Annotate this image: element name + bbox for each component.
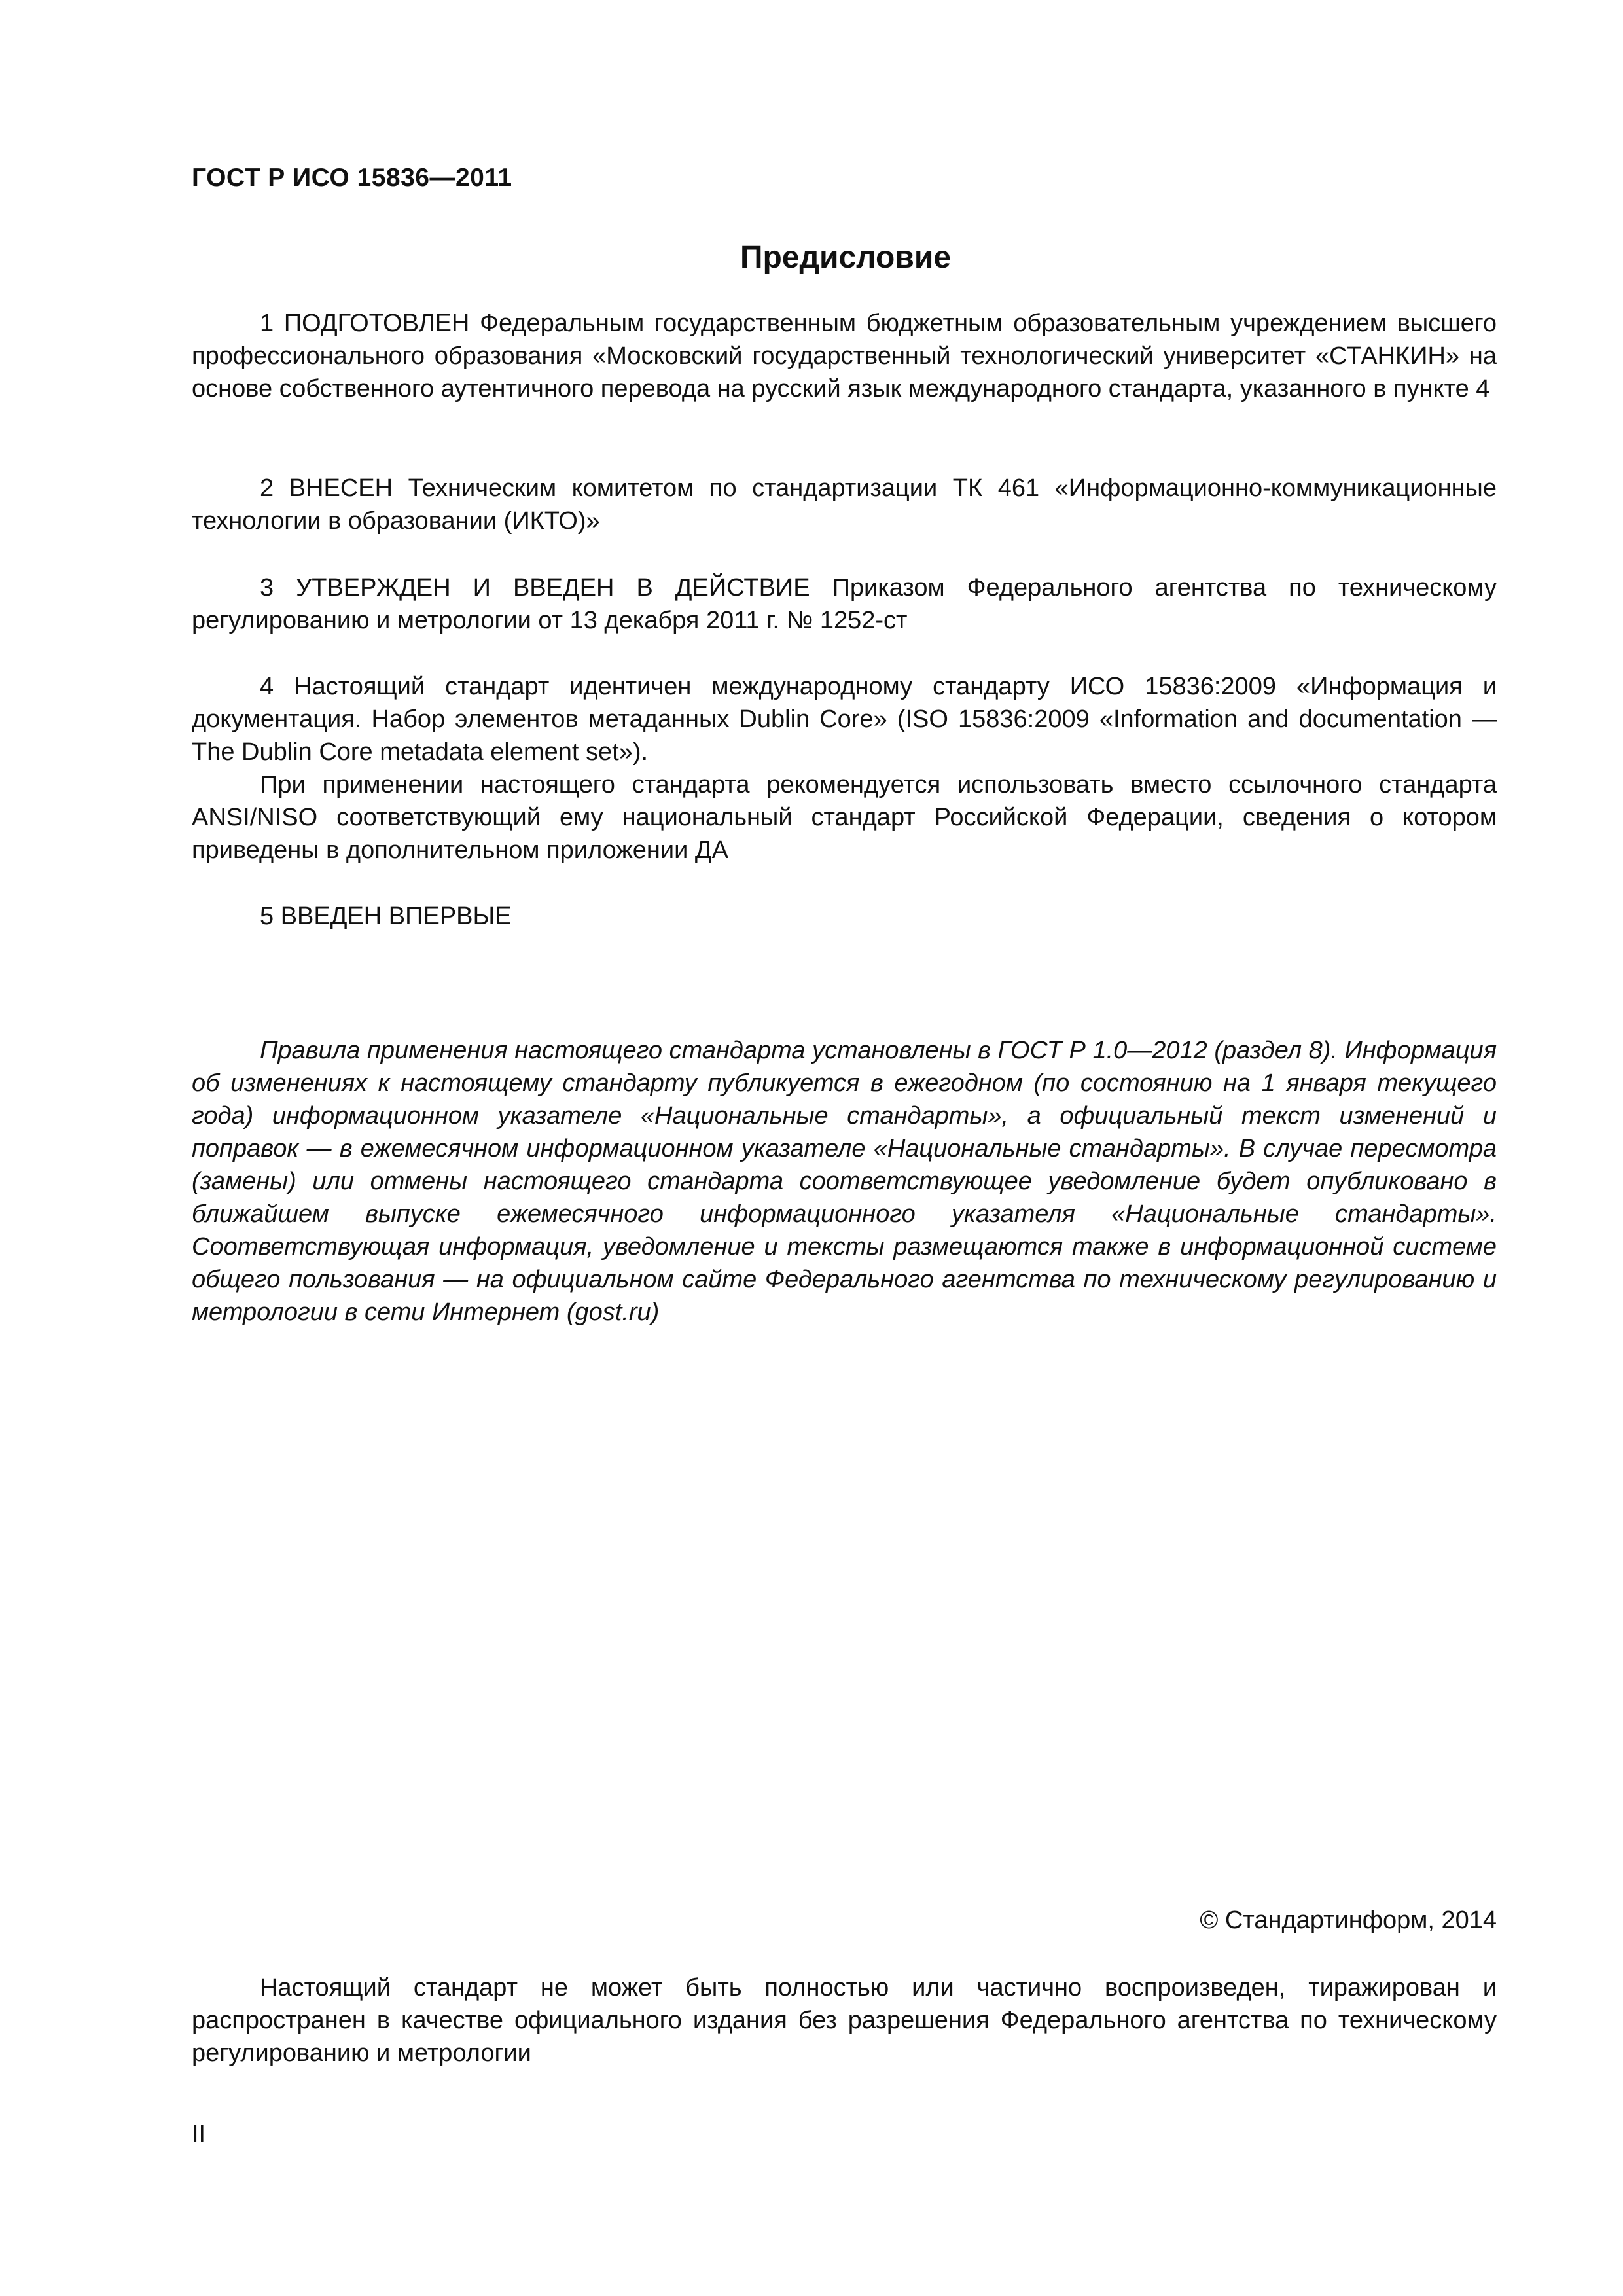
- application-rules-note: [192, 1034, 1497, 1329]
- section-3-text: 3 УТВЕРЖДЕН И ВВЕДЕН В ДЕЙСТВИЕ Приказом Федерального агентства по техническому регулированию и метрологии от 13 декабря 2011 г. № 1252-ст: [192, 574, 1497, 634]
- reproduction-notice-text: Настоящий стандарт не может быть полностью или частично воспроизведен, тиражирован и распространен в качестве официального издания без разрешения Федерального агентства по техническому регулированию и метрологии: [192, 1974, 1497, 2067]
- section-3: [192, 571, 1497, 637]
- section-2-text: 2 ВНЕСЕН Техническим комитетом по стандартизации ТК 461 «Информационно-коммуникационные технологии в образовании (ИКТО)»: [192, 475, 1497, 535]
- section-2: [192, 472, 1497, 537]
- section-4-text: 4 Настоящий стандарт идентичен международному стандарту ИСО 15836:2009 «Информация и документация. Набор элементов метаданных Dublin Core» (ISO 15836:2009 «Information and documentation — The Dublin Core metadata element set»).: [192, 673, 1497, 766]
- section-5: [192, 900, 1497, 933]
- copyright-line: © Стандартинформ, 2014: [1200, 1907, 1497, 1934]
- section-1: [192, 307, 1497, 405]
- page-number: II: [192, 2121, 206, 2148]
- section-4: [192, 670, 1497, 867]
- section-1-text: 1 ПОДГОТОВЛЕН Федеральным государственным бюджетным образовательным учреждением высшего профессионального образования «Московский государственный технологический университет «СТАНКИН» на основе собственного аутентичного перевода на русский язык международного стандарта, указанного в пункте 4: [192, 310, 1497, 403]
- document-code: ГОСТ Р ИСО 15836—2011: [192, 164, 512, 192]
- section-4-paragraph-2: При применении настоящего стандарта рекомендуется использовать вместо ссылочного стандарта ANSI/NISO соответствующий ему национальный стандарт Российской Федерации, сведения о котором приведены в дополнительном приложении ДА: [192, 771, 1497, 864]
- section-5-text: 5 ВВЕДЕН ВПЕРВЫЕ: [260, 903, 512, 930]
- reproduction-notice: [192, 1971, 1497, 2070]
- page-title: Предисловие: [740, 240, 952, 275]
- application-rules-text: Правила применения настоящего стандарта установлены в ГОСТ Р 1.0—2012 (раздел 8). Информация об изменениях к настоящему стандарту публикуется в ежегодном (по состоянию на 1 января текущего года) информационном указателе «Национальные стандарты», а официальный текст изменений и поправок — в ежемесячном информационном указателе «Национальные стандарты». В случае пересмотра (замены) или отмены настоящего стандарта соответствующее уведомление будет опубликовано в ближайшем выпуске ежемесячного информационного указателя «Национальные стандарты». Соответствующая информация, уведомление и тексты размещаются также в информационной системе общего пользования — на официальном сайте Федерального агентства по техническому регулированию и метрологии в сети Интернет (gost.ru): [192, 1037, 1497, 1326]
